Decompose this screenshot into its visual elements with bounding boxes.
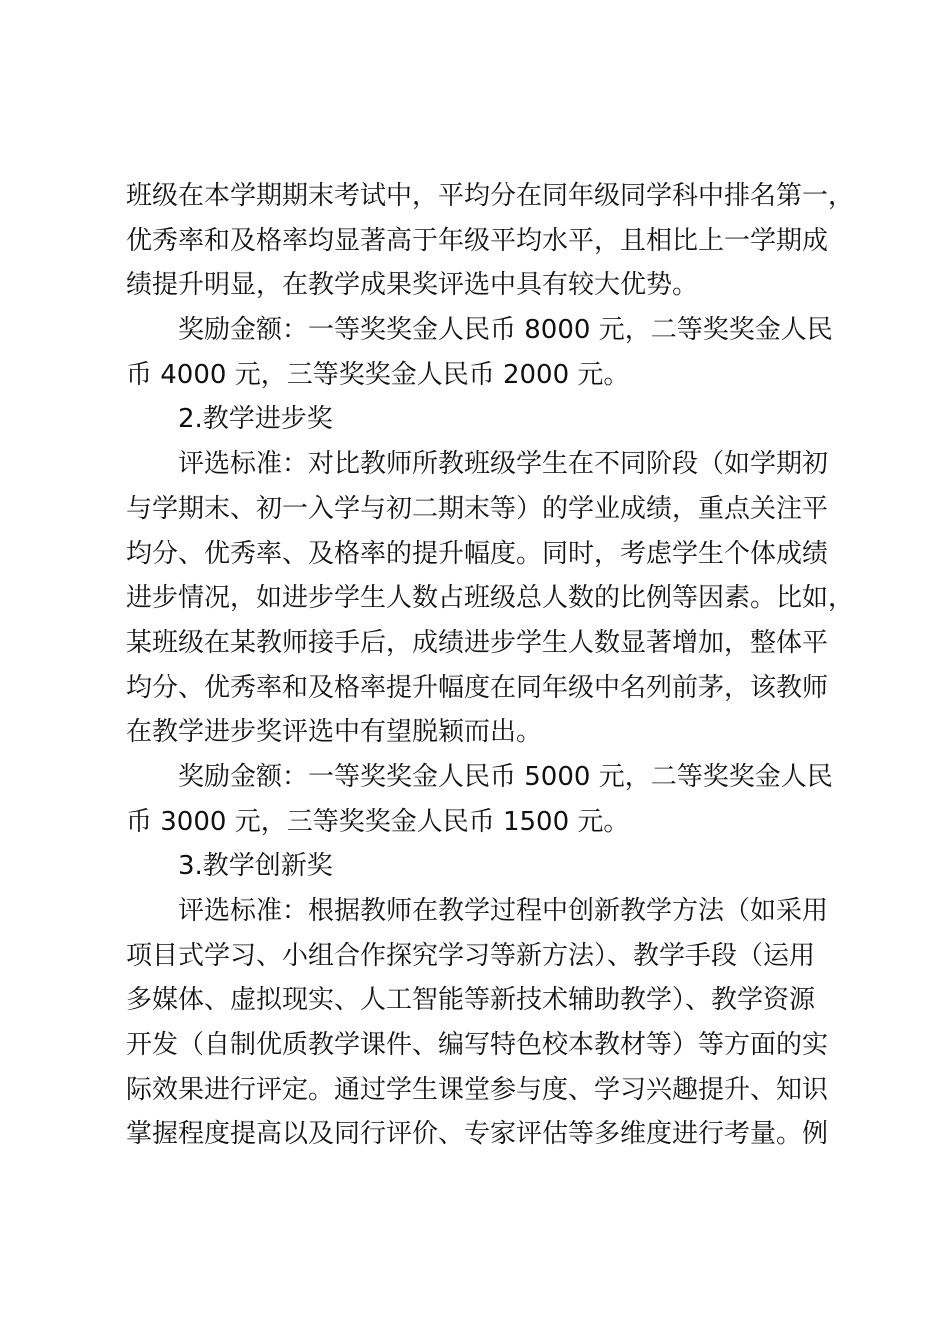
text-line: 均分、优秀率和及格率提升幅度在同年级中名列前茅，该教师 — [126, 672, 829, 703]
text-line: 奖励金额：一等奖奖金人民币 5000 元，二等奖奖金人民 — [178, 761, 833, 792]
text-line: 币 4000 元，三等奖奖金人民币 2000 元。 — [126, 359, 630, 390]
section-heading: 3.教学创新奖 — [178, 851, 333, 882]
document-body — [126, 174, 866, 1157]
text-line: 评选标准：对比教师所教班级学生在不同阶段（如学期初 — [178, 449, 829, 480]
text-line: 项目式学习、小组合作探究学习等新方法）、教学手段（运用 — [126, 940, 816, 971]
text-line: 在教学进步奖评选中有望脱颖而出。 — [126, 717, 543, 748]
text-line: 与学期末、初一入学与初二期末等）的学业成绩，重点关注平 — [126, 493, 829, 524]
text-line: 进步情况，如进步学生人数占班级总人数的比例等因素。比如， — [126, 583, 855, 614]
section-heading: 2.教学进步奖 — [178, 404, 333, 435]
text-line: 开发（自制优质教学课件、编写特色校本教材等）等方面的实 — [126, 1030, 829, 1061]
text-line: 奖励金额：一等奖奖金人民币 8000 元，二等奖奖金人民 — [178, 315, 833, 346]
text-line: 币 3000 元，三等奖奖金人民币 1500 元。 — [126, 806, 630, 837]
text-line: 掌握程度提高以及同行评价、专家评估等多维度进行考量。例 — [126, 1119, 829, 1150]
text-line: 评选标准：根据教师在教学过程中创新教学方法（如采用 — [178, 896, 829, 926]
text-line: 多媒体、虚拟现实、人工智能等新技术辅助教学）、教学资源 — [126, 985, 816, 1016]
text-line: 绩提升明显，在教学成果奖评选中具有较大优势。 — [126, 270, 699, 301]
text-line: 际效果进行评定。通过学生课堂参与度、学习兴趣提升、知识 — [126, 1074, 829, 1105]
text-line: 均分、优秀率、及格率的提升幅度。同时，考虑学生个体成绩 — [126, 538, 829, 569]
text-line: 优秀率和及格率均显著高于年级平均水平，且相比上一学期成 — [126, 225, 829, 256]
text-line: 班级在本学期期末考试中，平均分在同年级同学科中排名第一， — [126, 181, 855, 211]
text-line: 某班级在某教师接手后，成绩进步学生人数显著增加，整体平 — [126, 627, 829, 658]
